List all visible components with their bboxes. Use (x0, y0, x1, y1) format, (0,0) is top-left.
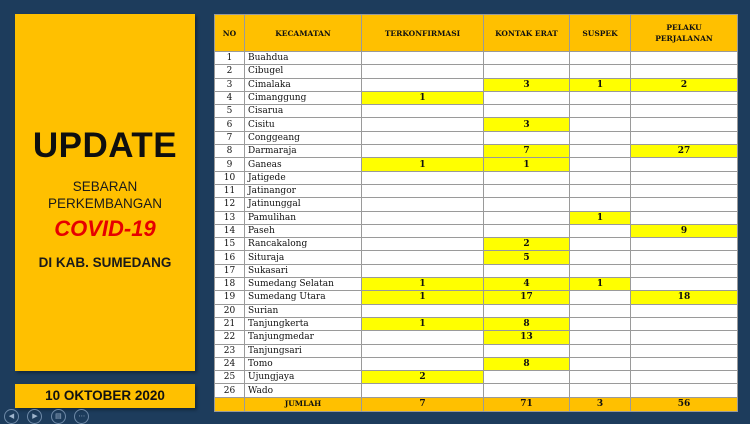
cell-terkonfirmasi (362, 145, 484, 158)
cell-terkonfirmasi: 1 (362, 317, 484, 330)
kecamatan-name: Conggeang (245, 131, 362, 144)
total-label: JUMLAH (245, 397, 362, 411)
cell-suspek (570, 198, 631, 211)
cell-pelaku (631, 331, 738, 344)
cell-kontak-erat: 8 (484, 357, 570, 370)
cell-suspek (570, 264, 631, 277)
cell-pelaku (631, 171, 738, 184)
row-number: 21 (215, 317, 245, 330)
cell-kontak-erat (484, 91, 570, 104)
table-row (215, 224, 738, 237)
kecamatan-name: Situraja (245, 251, 362, 264)
cell-terkonfirmasi (362, 78, 484, 91)
cell-suspek: 1 (570, 211, 631, 224)
kecamatan-name: Cisarua (245, 105, 362, 118)
row-number: 24 (215, 357, 245, 370)
cell-suspek (570, 105, 631, 118)
kecamatan-name: Paseh (245, 224, 362, 237)
table-body (215, 52, 738, 398)
row-number: 26 (215, 384, 245, 397)
row-number: 13 (215, 211, 245, 224)
total-suspek: 3 (570, 397, 631, 411)
cell-terkonfirmasi (362, 184, 484, 197)
cell-pelaku (631, 264, 738, 277)
row-number: 22 (215, 331, 245, 344)
cell-pelaku (631, 118, 738, 131)
cell-kontak-erat: 5 (484, 251, 570, 264)
play-icon[interactable]: ▶ (27, 409, 42, 424)
table-row (215, 158, 738, 171)
cell-suspek (570, 371, 631, 384)
table-row (215, 291, 738, 304)
table-row (215, 238, 738, 251)
kecamatan-name: Tanjungmedar (245, 331, 362, 344)
row-number: 1 (215, 52, 245, 65)
header-no: NO (215, 15, 245, 52)
header-terkonfirmasi: TERKONFIRMASI (362, 15, 484, 52)
cell-kontak-erat: 1 (484, 158, 570, 171)
header-suspek: SUSPEK (570, 15, 631, 52)
cell-suspek (570, 331, 631, 344)
table-row (215, 344, 738, 357)
cell-terkonfirmasi (362, 131, 484, 144)
kecamatan-name: Pamulihan (245, 211, 362, 224)
region-label: DI KAB. SUMEDANG (38, 255, 172, 270)
row-number: 7 (215, 131, 245, 144)
covid-table (214, 14, 738, 412)
kecamatan-name: Sumedang Selatan (245, 278, 362, 291)
cell-pelaku (631, 304, 738, 317)
kecamatan-name: Tanjungkerta (245, 317, 362, 330)
cell-kontak-erat (484, 344, 570, 357)
row-number: 8 (215, 145, 245, 158)
table-row (215, 198, 738, 211)
cell-suspek (570, 251, 631, 264)
cell-kontak-erat: 3 (484, 118, 570, 131)
cell-terkonfirmasi: 1 (362, 291, 484, 304)
table-row (215, 78, 738, 91)
cell-terkonfirmasi (362, 52, 484, 65)
cell-terkonfirmasi (362, 357, 484, 370)
cell-suspek (570, 91, 631, 104)
kecamatan-name: Surian (245, 304, 362, 317)
cell-terkonfirmasi (362, 65, 484, 78)
cell-pelaku (631, 198, 738, 211)
kecamatan-name: Tanjungsari (245, 344, 362, 357)
table-row (215, 105, 738, 118)
cell-suspek (570, 344, 631, 357)
cell-terkonfirmasi (362, 384, 484, 397)
covid-table-container (214, 14, 737, 408)
date-label: 10 OKTOBER 2020 (15, 384, 195, 408)
kecamatan-name: Cimalaka (245, 78, 362, 91)
cell-kontak-erat (484, 52, 570, 65)
kecamatan-name: Jatigede (245, 171, 362, 184)
header-kecamatan: KECAMATAN (245, 15, 362, 52)
cell-pelaku (631, 131, 738, 144)
cell-kontak-erat (484, 131, 570, 144)
table-row (215, 264, 738, 277)
table-row (215, 304, 738, 317)
covid-title: COVID-19 (54, 216, 156, 241)
cell-pelaku (631, 344, 738, 357)
more-icon[interactable]: ⋯ (74, 409, 89, 424)
cell-suspek (570, 118, 631, 131)
cell-kontak-erat: 7 (484, 145, 570, 158)
cell-suspek (570, 158, 631, 171)
row-number: 3 (215, 78, 245, 91)
cell-pelaku (631, 251, 738, 264)
table-row (215, 171, 738, 184)
table-row (215, 145, 738, 158)
table-row (215, 211, 738, 224)
cell-kontak-erat (484, 371, 570, 384)
cell-terkonfirmasi (362, 251, 484, 264)
total-pelaku: 56 (631, 397, 738, 411)
subtitle-line-1: SEBARAN (72, 179, 138, 194)
kecamatan-name: Wado (245, 384, 362, 397)
cell-suspek: 1 (570, 78, 631, 91)
table-row (215, 331, 738, 344)
kecamatan-name: Sukasari (245, 264, 362, 277)
update-title: UPDATE (32, 126, 178, 165)
cell-kontak-erat (484, 184, 570, 197)
notes-icon[interactable]: ▤ (51, 409, 66, 424)
row-number: 23 (215, 344, 245, 357)
cell-kontak-erat: 4 (484, 278, 570, 291)
table-row (215, 91, 738, 104)
cell-pelaku (631, 317, 738, 330)
row-number: 4 (215, 91, 245, 104)
row-number: 5 (215, 105, 245, 118)
kecamatan-name: Rancakalong (245, 238, 362, 251)
cell-terkonfirmasi: 1 (362, 158, 484, 171)
kecamatan-name: Tomo (245, 357, 362, 370)
total-row (215, 397, 738, 411)
cell-terkonfirmasi (362, 171, 484, 184)
row-number: 12 (215, 198, 245, 211)
cell-pelaku: 18 (631, 291, 738, 304)
cell-terkonfirmasi (362, 224, 484, 237)
cell-pelaku: 9 (631, 224, 738, 237)
kecamatan-name: Ujungjaya (245, 371, 362, 384)
table-row (215, 118, 738, 131)
cell-pelaku (631, 105, 738, 118)
cell-terkonfirmasi (362, 118, 484, 131)
kecamatan-name: Ganeas (245, 158, 362, 171)
kecamatan-name: Buahdua (245, 52, 362, 65)
cell-kontak-erat (484, 264, 570, 277)
table-row (215, 371, 738, 384)
kecamatan-name: Sumedang Utara (245, 291, 362, 304)
row-number: 20 (215, 304, 245, 317)
table-row (215, 131, 738, 144)
cell-terkonfirmasi: 2 (362, 371, 484, 384)
subtitle-line-2: PERKEMBANGAN (47, 196, 163, 211)
row-number: 2 (215, 65, 245, 78)
row-number: 15 (215, 238, 245, 251)
cell-kontak-erat: 13 (484, 331, 570, 344)
cell-pelaku: 2 (631, 78, 738, 91)
cell-terkonfirmasi (362, 344, 484, 357)
cell-pelaku (631, 357, 738, 370)
row-number: 19 (215, 291, 245, 304)
cell-kontak-erat (484, 105, 570, 118)
cell-pelaku (631, 211, 738, 224)
table-row (215, 384, 738, 397)
cell-kontak-erat: 8 (484, 317, 570, 330)
total-no-cell (215, 397, 245, 411)
cell-pelaku (631, 91, 738, 104)
cell-pelaku (631, 52, 738, 65)
header-kontak-erat: KONTAK ERAT (484, 15, 570, 52)
row-number: 17 (215, 264, 245, 277)
cell-pelaku (631, 184, 738, 197)
cell-pelaku (631, 371, 738, 384)
previous-icon[interactable]: ◀ (4, 409, 19, 424)
kecamatan-name: Jatinunggal (245, 198, 362, 211)
cell-terkonfirmasi (362, 304, 484, 317)
cell-terkonfirmasi (362, 331, 484, 344)
cell-kontak-erat (484, 384, 570, 397)
cell-pelaku: 27 (631, 145, 738, 158)
kecamatan-name: Cibugel (245, 65, 362, 78)
cell-suspek (570, 357, 631, 370)
cell-suspek (570, 304, 631, 317)
cell-kontak-erat: 17 (484, 291, 570, 304)
total-kontak-erat: 71 (484, 397, 570, 411)
row-number: 10 (215, 171, 245, 184)
cell-kontak-erat (484, 224, 570, 237)
cell-kontak-erat (484, 171, 570, 184)
table-row (215, 184, 738, 197)
row-number: 6 (215, 118, 245, 131)
cell-kontak-erat (484, 304, 570, 317)
row-number: 16 (215, 251, 245, 264)
cell-kontak-erat (484, 211, 570, 224)
cell-terkonfirmasi (362, 211, 484, 224)
cell-kontak-erat (484, 65, 570, 78)
cell-terkonfirmasi (362, 198, 484, 211)
cell-terkonfirmasi (362, 238, 484, 251)
cell-suspek (570, 65, 631, 78)
kecamatan-name: Cisitu (245, 118, 362, 131)
cell-kontak-erat (484, 198, 570, 211)
cell-suspek (570, 291, 631, 304)
cell-suspek (570, 145, 631, 158)
cell-suspek (570, 184, 631, 197)
table-row (215, 251, 738, 264)
slide-nav-bar (0, 405, 130, 422)
cell-suspek (570, 171, 631, 184)
cell-terkonfirmasi: 1 (362, 91, 484, 104)
cell-pelaku (631, 238, 738, 251)
cell-suspek (570, 317, 631, 330)
table-row (215, 357, 738, 370)
cell-suspek (570, 384, 631, 397)
kecamatan-name: Jatinangor (245, 184, 362, 197)
cell-pelaku (631, 384, 738, 397)
kecamatan-name: Darmaraja (245, 145, 362, 158)
row-number: 14 (215, 224, 245, 237)
cell-pelaku (631, 278, 738, 291)
table-row (215, 317, 738, 330)
table-row (215, 65, 738, 78)
info-panel (15, 14, 195, 371)
cell-suspek (570, 131, 631, 144)
table-row (215, 278, 738, 291)
cell-pelaku (631, 158, 738, 171)
row-number: 9 (215, 158, 245, 171)
table-row (215, 52, 738, 65)
cell-suspek (570, 238, 631, 251)
total-terkonfirmasi: 7 (362, 397, 484, 411)
cell-kontak-erat: 3 (484, 78, 570, 91)
cell-suspek (570, 224, 631, 237)
kecamatan-name: Cimanggung (245, 91, 362, 104)
cell-kontak-erat: 2 (484, 238, 570, 251)
row-number: 18 (215, 278, 245, 291)
cell-terkonfirmasi: 1 (362, 278, 484, 291)
cell-terkonfirmasi (362, 105, 484, 118)
header-pelaku-perjalanan: PELAKU PERJALANAN (631, 15, 738, 52)
cell-suspek: 1 (570, 278, 631, 291)
cell-suspek (570, 52, 631, 65)
cell-terkonfirmasi (362, 264, 484, 277)
cell-pelaku (631, 65, 738, 78)
row-number: 25 (215, 371, 245, 384)
table-header-row (215, 15, 738, 52)
row-number: 11 (215, 184, 245, 197)
